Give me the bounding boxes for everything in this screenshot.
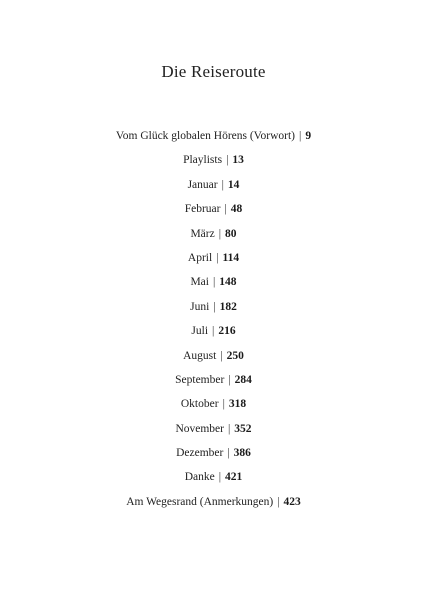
- toc-page-number: 386: [233, 447, 251, 460]
- toc-entry-label: Playlists: [183, 154, 223, 167]
- toc-page-number: 80: [225, 227, 237, 240]
- toc-entry: [0, 323, 427, 347]
- toc-page-number: 9: [305, 130, 312, 142]
- toc-entry: [0, 226, 427, 250]
- toc-entry: [0, 152, 427, 176]
- toc-entry-label: Dezember: [176, 447, 224, 460]
- toc-entry: [0, 396, 427, 420]
- toc-entry-label: Mai: [190, 276, 209, 289]
- toc-separator: |: [213, 300, 216, 313]
- toc-page-number: 250: [226, 349, 244, 362]
- toc-entry-label: Juli: [191, 325, 209, 338]
- toc-separator: |: [222, 398, 225, 411]
- toc-entry-label: Vom Glück globalen Hörens (Vorwort): [115, 130, 295, 142]
- toc-page-number: 284: [234, 373, 252, 386]
- toc-entry: [0, 348, 427, 372]
- toc-page-number: 216: [218, 325, 236, 338]
- toc-page-number: 352: [234, 422, 252, 435]
- toc-page-number: 148: [219, 276, 237, 289]
- toc-page-number: 182: [219, 300, 237, 313]
- toc-separator: |: [216, 251, 219, 264]
- toc-entry-label: Februar: [184, 203, 221, 216]
- toc-page-number: 48: [230, 203, 243, 216]
- toc-separator: |: [227, 422, 231, 435]
- toc-entry: [0, 445, 427, 469]
- toc-separator: |: [218, 471, 222, 484]
- toc-entry-label: September: [175, 373, 225, 386]
- toc-separator: |: [220, 349, 223, 362]
- toc-page-number: 423: [283, 495, 301, 508]
- toc-entry: [0, 372, 427, 396]
- toc-separator: |: [277, 495, 280, 508]
- toc-entry: [0, 128, 427, 152]
- toc-separator: |: [212, 276, 216, 289]
- toc-page-number: 14: [227, 178, 240, 191]
- toc-entry-label: April: [187, 251, 213, 264]
- toc-page-number: 114: [222, 251, 240, 264]
- toc-page-number: 13: [232, 154, 244, 167]
- toc-entry: [0, 494, 427, 518]
- toc-entry-label: Am Wegesrand (Anmerkungen): [126, 495, 274, 508]
- toc-entry-label: Juni: [190, 300, 210, 313]
- toc-separator: |: [227, 447, 230, 460]
- toc-entry-label: Januar: [187, 178, 218, 191]
- toc-entry-label: Oktober: [180, 398, 219, 411]
- toc-page-number: 421: [225, 471, 243, 484]
- toc-separator: |: [228, 373, 231, 386]
- toc-entry-label: November: [175, 422, 224, 435]
- toc-separator: |: [218, 227, 222, 240]
- toc-separator: |: [224, 203, 227, 216]
- toc-entry-label: August: [183, 349, 217, 362]
- toc-entry-label: März: [190, 227, 215, 240]
- toc-entry-label: Danke: [184, 471, 215, 484]
- toc-separator: |: [221, 178, 224, 191]
- toc-entry: [0, 274, 427, 298]
- toc-entry: [0, 421, 427, 445]
- toc-entry: [0, 299, 427, 323]
- toc-entry: [0, 177, 427, 201]
- toc-separator: |: [226, 154, 229, 167]
- toc-entry: [0, 250, 427, 274]
- toc-page-number: 318: [228, 398, 247, 411]
- toc-separator: |: [212, 325, 215, 338]
- toc-entry: [0, 201, 427, 225]
- toc-separator: |: [299, 130, 302, 142]
- table-of-contents: [0, 128, 427, 518]
- toc-entry: [0, 469, 427, 493]
- page-title: Die Reiseroute: [161, 62, 266, 81]
